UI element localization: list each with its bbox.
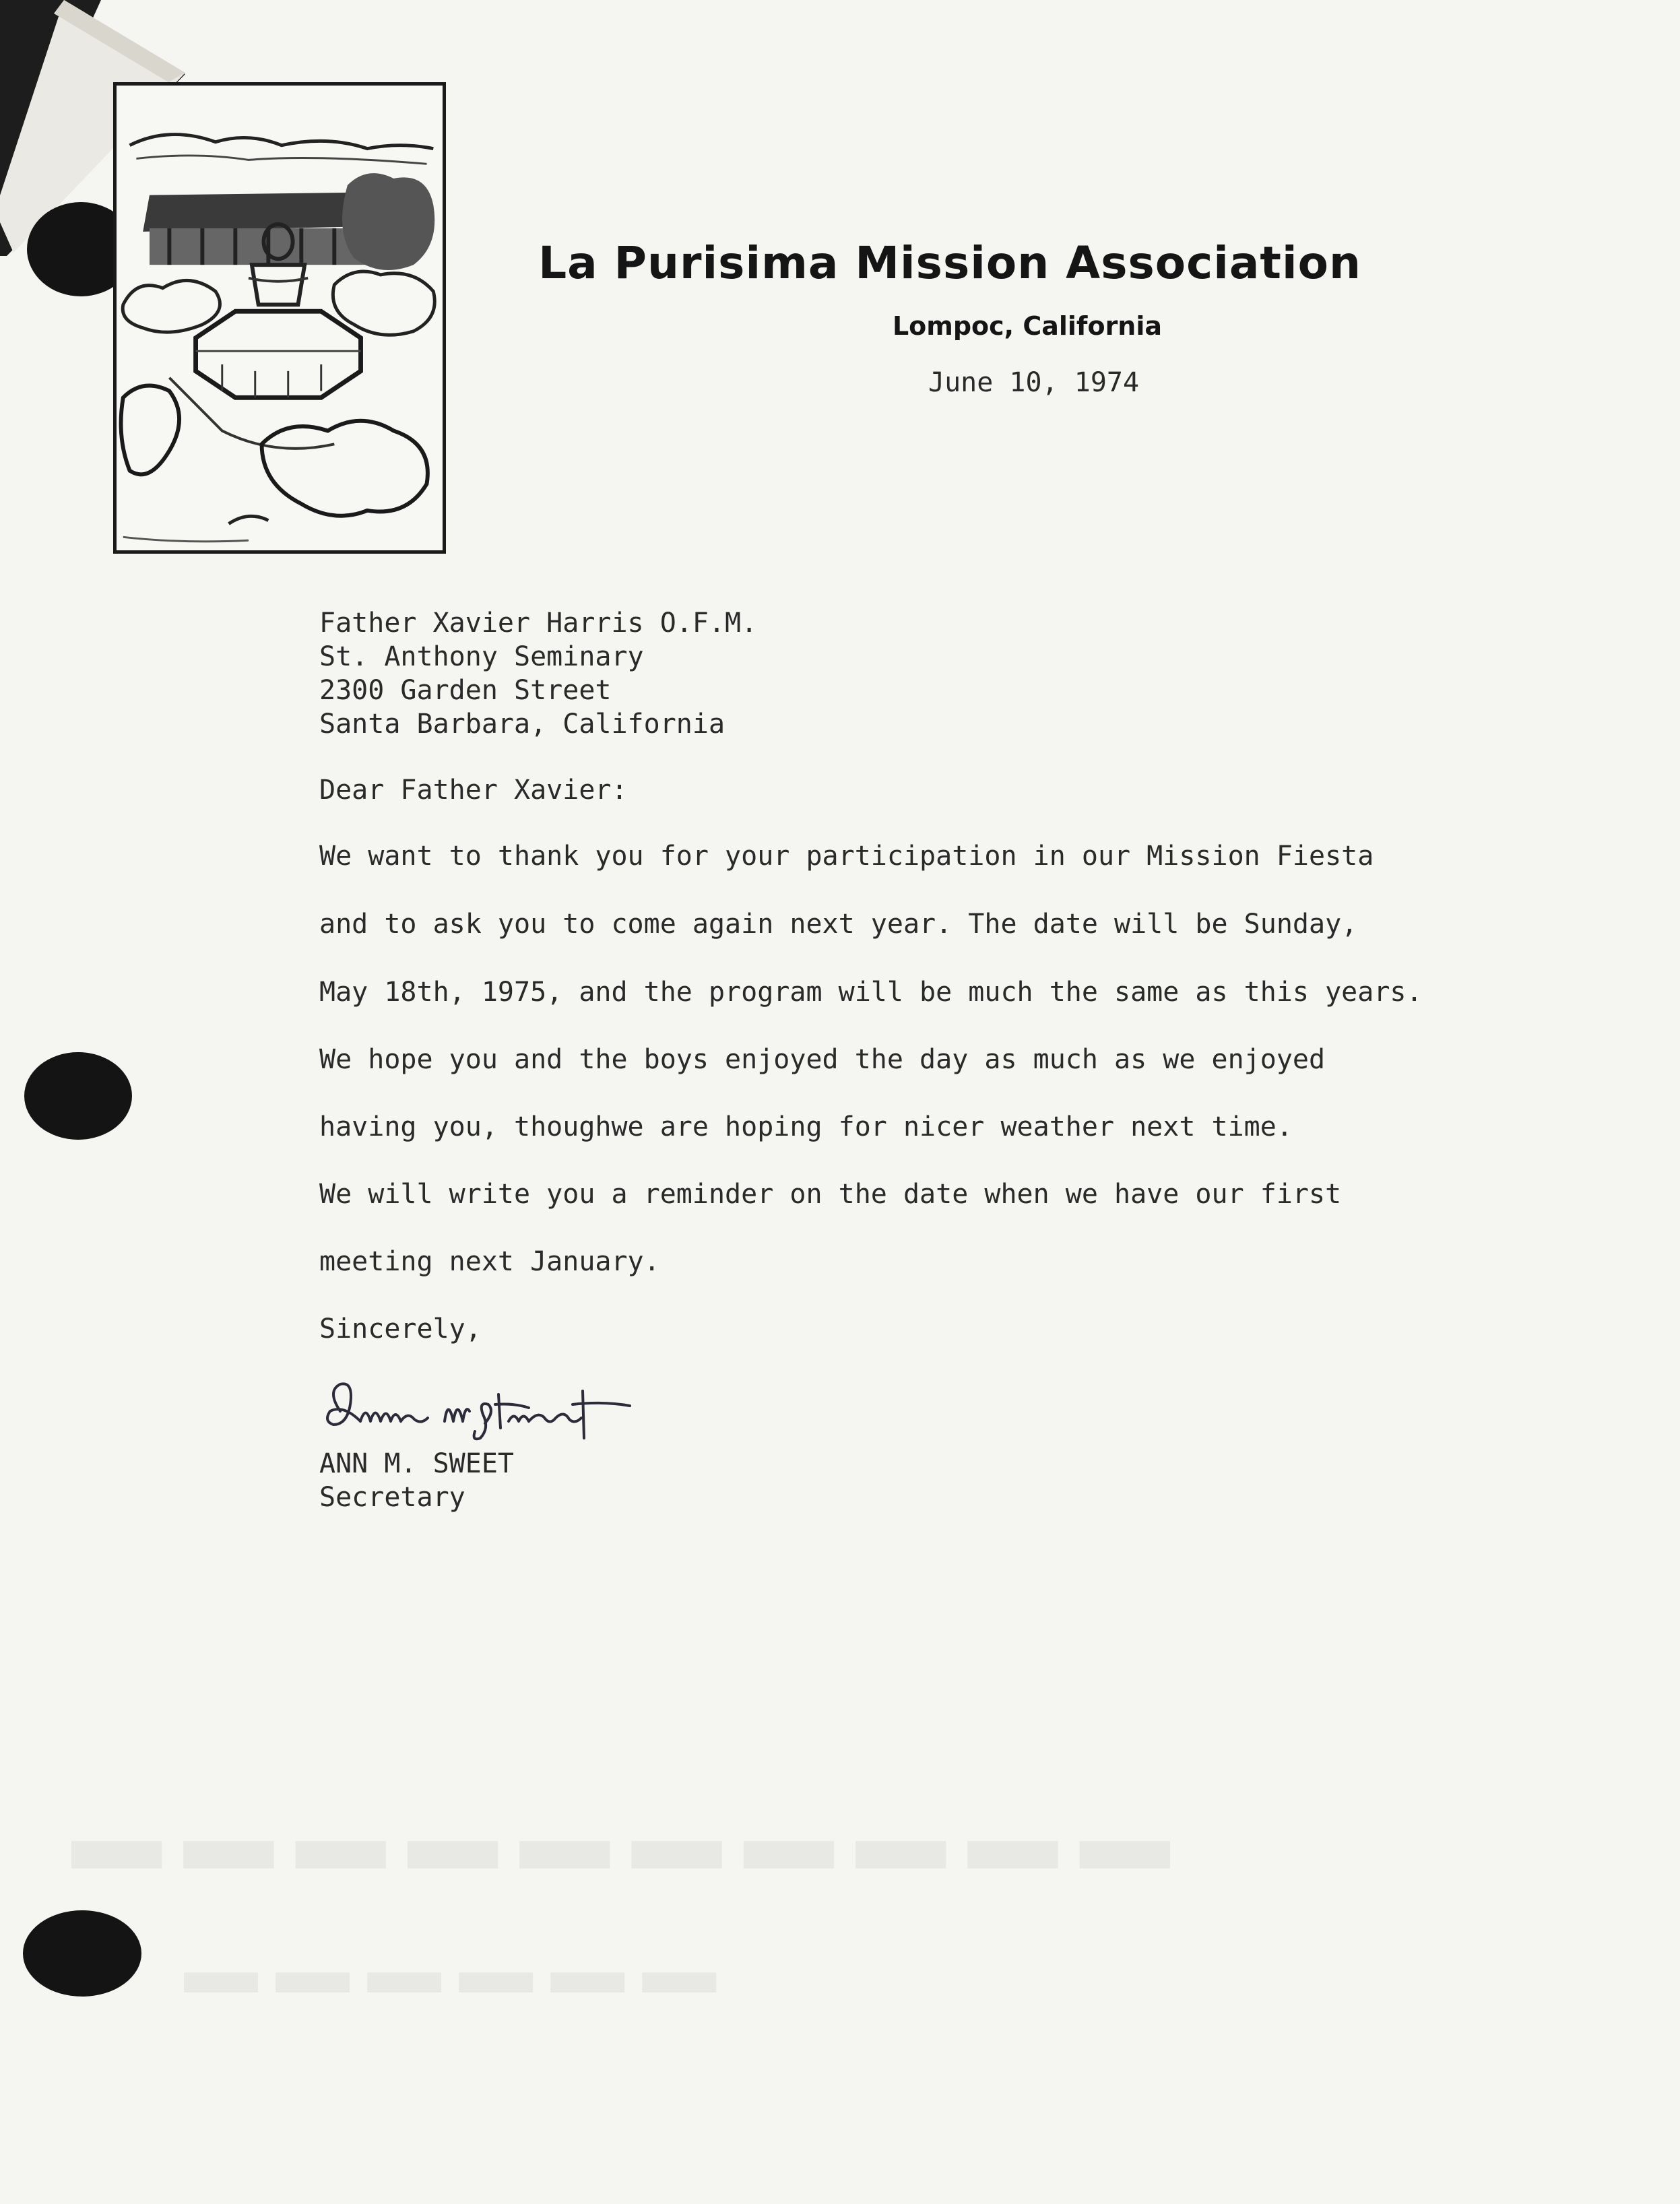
body-line: having you, thoughwe are hoping for nicer weather next time. [319, 1111, 1293, 1142]
body-line: and to ask you to come again next year. The date will be Sunday, [319, 909, 1358, 940]
body-line: meeting next January. [319, 1246, 660, 1277]
body-line: May 18th, 1975, and the program will be much the same as this years. [319, 977, 1423, 1008]
organization-name: La Purisima Mission Association [538, 237, 1361, 289]
recipient-line-3: 2300 Garden Street [319, 675, 612, 706]
handwritten-signature [313, 1364, 664, 1452]
salutation: Dear Father Xavier: [319, 775, 628, 806]
signer-name: ANN M. SWEET [319, 1448, 514, 1479]
recipient-line-4: Santa Barbara, California [319, 709, 725, 740]
recipient-line-1: Father Xavier Harris O.F.M. [319, 608, 758, 639]
body-line: We hope you and the boys enjoyed the day as much as we enjoyed [319, 1044, 1326, 1075]
signer-title: Secretary [319, 1482, 465, 1513]
letter-date: June 10, 1974 [928, 367, 1140, 398]
mission-fountain-illustration [113, 82, 446, 554]
organization-location: Lompoc, California [892, 311, 1163, 341]
closing: Sincerely, [319, 1314, 482, 1344]
recipient-line-2: St. Anthony Seminary [319, 641, 644, 672]
punch-hole-bottom [23, 1910, 141, 1997]
bleed-through-mark: ▬▬▬▬▬▬ [175, 1947, 725, 2009]
punch-hole-middle [24, 1052, 132, 1140]
bleed-through-mark: ▬▬▬▬▬▬▬▬▬▬ [61, 1805, 1181, 1891]
body-line: We will write you a reminder on the date when we have our first [319, 1179, 1342, 1210]
body-line: We want to thank you for your participation in our Mission Fiesta [319, 841, 1374, 872]
